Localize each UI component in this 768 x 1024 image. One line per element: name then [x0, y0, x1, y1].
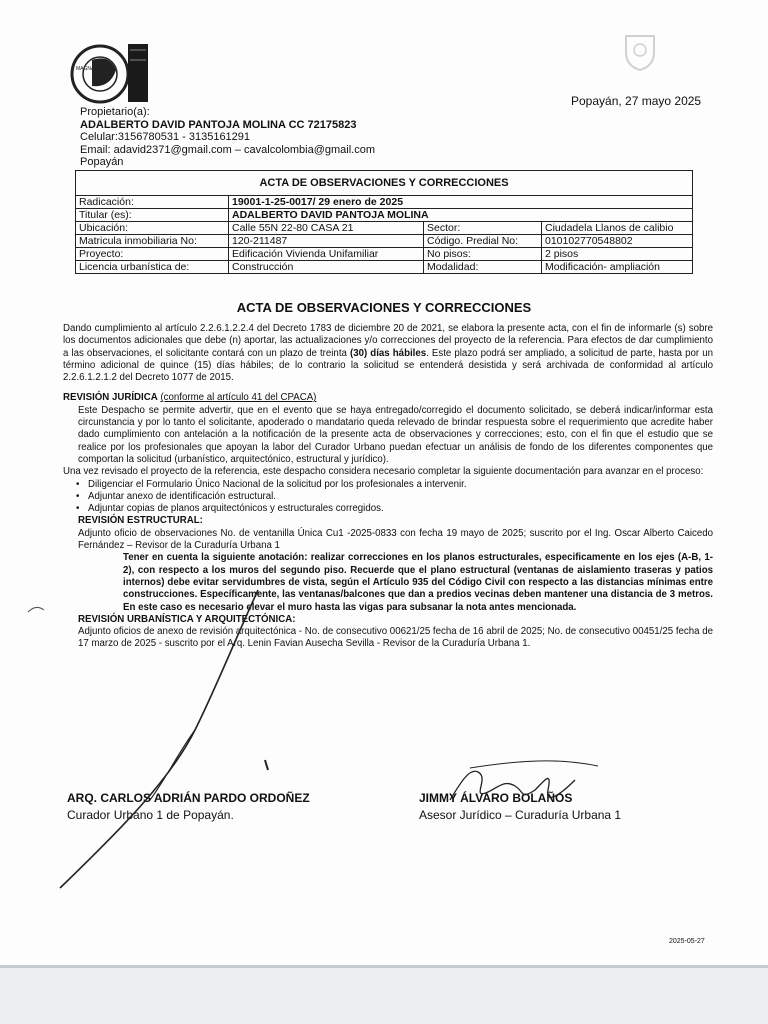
list-item: • Diligenciar el Formulario Único Nacional de la solicitud por los profesionales a intervenir. — [88, 479, 713, 491]
owner-city: Popayán — [80, 156, 124, 168]
owner-email: Email: adavid2371@gmail.com – cavalcolombia@gmail.com — [80, 143, 376, 156]
matricula-label: Matricula inmobiliaria No: — [76, 235, 229, 248]
list-item: • Adjuntar anexo de identificación estructural. — [88, 491, 713, 503]
intro-text: Dando cumplimiento al artículo 2.2.6.1.2.2.4 del Decreto 1783 de diciembre 20 de 2021, se elabora la presente acta, con el fin de informarle (s) sobre los documentos adicionales que debe (n) aportar, las actualizaciones y/o correcciones del proyecto de la referencia. Para efectos de dar cumplimiento a las observaciones, el solicitante contará con un plazo de treinta — [63, 323, 713, 359]
juridica-paragraph: Este Despacho se permite advertir, que en el evento que se haya entregado/corregido el documento solicitado, se deberá indicar/informar esta circunstancia y por lo tanto el solicitante, apoderado o mandatario queda relevado de brindar respuesta sobre el requerimiento que acredite haber dado cumplimiento con antelación a la notificación de la presente acta de observaciones y correcciones; esto, con el fin que el estudio que se realice por los profesionales que apoyan la labor del Curador Urbano puedan efectuar un análisis de fondo de los diferentes componentes que comportan la solicitud (urbanístico, arquitectónico, estructural y jurídico). — [78, 404, 713, 465]
document-title: ACTA DE OBSERVACIONES Y CORRECCIONES — [236, 300, 532, 315]
codigo-label: Código. Predial No: — [424, 235, 542, 248]
footer-date-stamp: 2025-05-27 — [669, 938, 705, 945]
urbanistica-heading: REVISIÓN URBANÍSTICA Y ARQUITECTÓNICA: — [78, 613, 296, 625]
modalidad-value: Modificación- ampliación — [542, 261, 693, 274]
document-date: Popayán, 27 mayo 2025 — [571, 94, 702, 108]
juridica-heading-text: REVISIÓN JURÍDICA — [63, 392, 158, 404]
pisos-value: 2 pisos — [542, 248, 693, 261]
sector-value: Ciudadela Llanos de calibio — [542, 222, 693, 235]
titular-value: ADALBERTO DAVID PANTOJA MOLINA — [229, 209, 693, 222]
radicacion-value: 19001-1-25-0017/ 29 enero de 2025 — [229, 196, 693, 209]
ubicacion-label: Ubicación: — [76, 222, 229, 235]
table-title: ACTA DE OBSERVACIONES Y CORRECCIONES — [76, 171, 693, 196]
juridica-paragraph-2: Una vez revisado el proyecto de la referencia, este despacho considera necesario completar la siguiente documentación para avanzar en el proceso: — [63, 466, 704, 478]
svg-text:MAGNA: MAGNA — [76, 66, 95, 72]
asesor-role: Asesor Jurídico – Curaduría Urbana 1 — [419, 808, 622, 822]
owner-label: Propietario(a): — [80, 106, 150, 118]
codigo-value: 010102770548802 — [542, 235, 693, 248]
list-item: • Adjuntar copias de planos arquitectónicos y estructurales corregidos. — [88, 503, 713, 515]
intro-text-end: . Este plazo podrá ser ampliado, a solicitud de parte, hasta por un término adicional de quince (15) días hábiles; de lo contrario la solicitud se entenderá desistida y será archivada de conformidad al artículo 2.2.6.1.2.1.2 del Decreto 1077 de 2015. — [63, 347, 713, 384]
pisos-label: No pisos: — [424, 248, 542, 261]
radicacion-label: Radicación: — [76, 196, 229, 209]
licencia-value: Construcción — [229, 261, 424, 274]
estructural-paragraph: Adjunto oficio de observaciones No. de ventanilla Única Cu1 -2025-0833 con fecha 19 mayo de 2025; suscrito por el Ing. Oscar Alberto Caicedo Fernández – Revisor de la Curaduría Urbana 1 — [78, 527, 713, 552]
proyecto-value: Edificación Vivienda Unifamiliar — [229, 248, 424, 261]
owner-phone: Celular:3156780531 - 3135161291 — [80, 131, 251, 143]
curador-name: ARQ. CARLOS ADRIÁN PARDO ORDOÑEZ — [67, 791, 310, 805]
owner-name: ADALBERTO DAVID PANTOJA MOLINA CC 72175823 — [80, 118, 357, 131]
licencia-label: Licencia urbanística de: — [76, 261, 229, 274]
intro-deadline: (30) días hábiles — [350, 347, 427, 359]
asesor-name: JIMMY ÁLVARO BOLAÑOS — [419, 791, 573, 805]
estructural-note: Tener en cuenta la siguiente anotación: realizar correcciones en los planos estructurales, especificamente en los ejes (A-B, 1-2), con respecto a los muros del segundo piso. Recuerde que el plano estructural (ventanas de aislamiento traseras y patios internos) debe evitar servidumbres de vista, según el Artículo 935 del Código Civil con respecto a las distancias mínimas entre construcciones. Específicamente, las ventanas/balcones que dan a predios vecinas deben mantener una distancia de 3 metros. En este caso es necesario elevar el muro hasta las vigas para subsanar la nota antes mencionada. — [123, 552, 713, 613]
ubicacion-value: Calle 55N 22-80 CASA 21 — [229, 222, 424, 235]
modalidad-label: Modalidad: — [424, 261, 542, 274]
curador-role: Curador Urbano 1 de Popayán. — [67, 808, 234, 822]
matricula-value: 120-211487 — [229, 235, 424, 248]
titular-label: Titular (es): — [76, 209, 229, 222]
proyecto-label: Proyecto: — [76, 248, 229, 261]
juridica-heading-ref: (conforme al artículo 41 del CPACA) — [160, 392, 317, 404]
sector-label: Sector: — [424, 222, 542, 235]
urbanistica-paragraph: Adjunto oficios de anexo de revisión arquitectónica - No. de consecutivo 00621/25 fecha de 16 abril de 2025; No. de consecutivo 00451/25 fecha de 17 marzo de 2025 - suscrito por el Arq. Lenin Favian Ausecha Sevilla - Revisor de la Curaduría Urbana 1. — [78, 626, 713, 650]
estructural-heading: REVISIÓN ESTRUCTURAL: — [78, 515, 203, 527]
